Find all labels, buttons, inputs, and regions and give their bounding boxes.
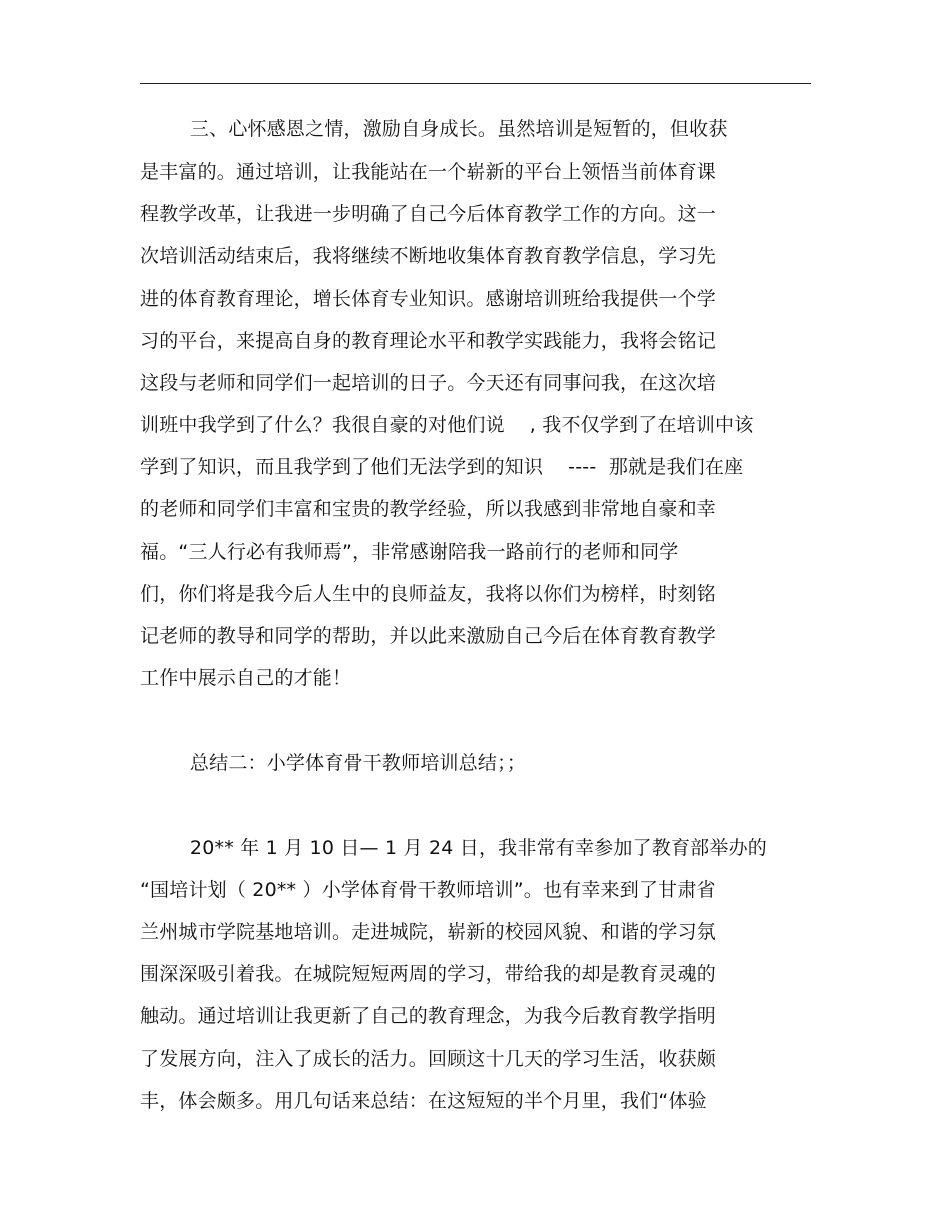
text-line: 们，你们将是我今后人生中的良师益友，我将以你们为榜样，时刻铭 bbox=[140, 583, 717, 605]
text-line: 围深深吸引着我。在城院短短两周的学习，带给我的却是教育灵魂的 bbox=[140, 963, 717, 985]
text-line: 20** 年 1 月 10 日— 1 月 24 日，我非常有幸参加了教育部举办的 bbox=[140, 837, 767, 859]
text-line: 丰，体会颇多。用几句话来总结：在这短短的半个月里，我们“体验 bbox=[140, 1090, 707, 1112]
text-line: 进的体育教育理论，增长体育专业知识。感谢培训班给我提供一个学 bbox=[140, 288, 717, 310]
text-line: “国培计划（ 20** ）小学体育骨干教师培训”。也有幸来到了甘肃省 bbox=[140, 879, 716, 901]
text-line: 训班中我学到了什么？我很自豪的对他们说 , 我不仅学到了在培训中该 bbox=[140, 414, 754, 436]
text-line: 的老师和同学们丰富和宝贵的教学经验，所以我感到非常地自豪和幸 bbox=[140, 498, 717, 520]
text-line: 记老师的教导和同学的帮助，并以此来激励自己今后在体育教育教学 bbox=[140, 625, 717, 647]
text-line: 了发展方向，注入了成长的活力。回顾这十几天的学习生活，收获颇 bbox=[140, 1048, 717, 1070]
text-line: 习的平台，来提高自身的教育理论水平和教学实践能力，我将会铭记 bbox=[140, 330, 717, 352]
header-rule bbox=[140, 83, 811, 84]
text-line: 工作中展示自己的才能！ bbox=[140, 667, 352, 689]
text-line: 程教学改革，让我进一步明确了自己今后体育教学工作的方向。这一 bbox=[140, 203, 717, 225]
text-line: 三、心怀感恩之情，激励自身成长。虽然培训是短暂的，但收获 bbox=[140, 118, 728, 140]
text-line: 次培训活动结束后，我将继续不断地收集体育教育教学信息，学习先 bbox=[140, 245, 717, 267]
text-line: 是丰富的。通过培训，让我能站在一个崭新的平台上领悟当前体育课 bbox=[140, 161, 717, 183]
text-line: 福。“三人行必有我师焉”，非常感谢陪我一路前行的老师和同学 bbox=[140, 541, 679, 563]
text-line: 这段与老师和同学们一起培训的日子。今天还有同事问我，在这次培 bbox=[140, 372, 717, 394]
text-line: 触动。通过培训让我更新了自己的教育理念，为我今后教育教学指明 bbox=[140, 1005, 717, 1027]
text-line: 兰州城市学院基地培训。走进城院，崭新的校园风貌、和谐的学习氛 bbox=[140, 921, 717, 943]
text-line: 学到了知识，而且我学到了他们无法学到的知识 ---- 那就是我们在座 bbox=[140, 456, 744, 478]
section-heading: 总结二：小学体育骨干教师培训总结；； bbox=[140, 752, 527, 774]
